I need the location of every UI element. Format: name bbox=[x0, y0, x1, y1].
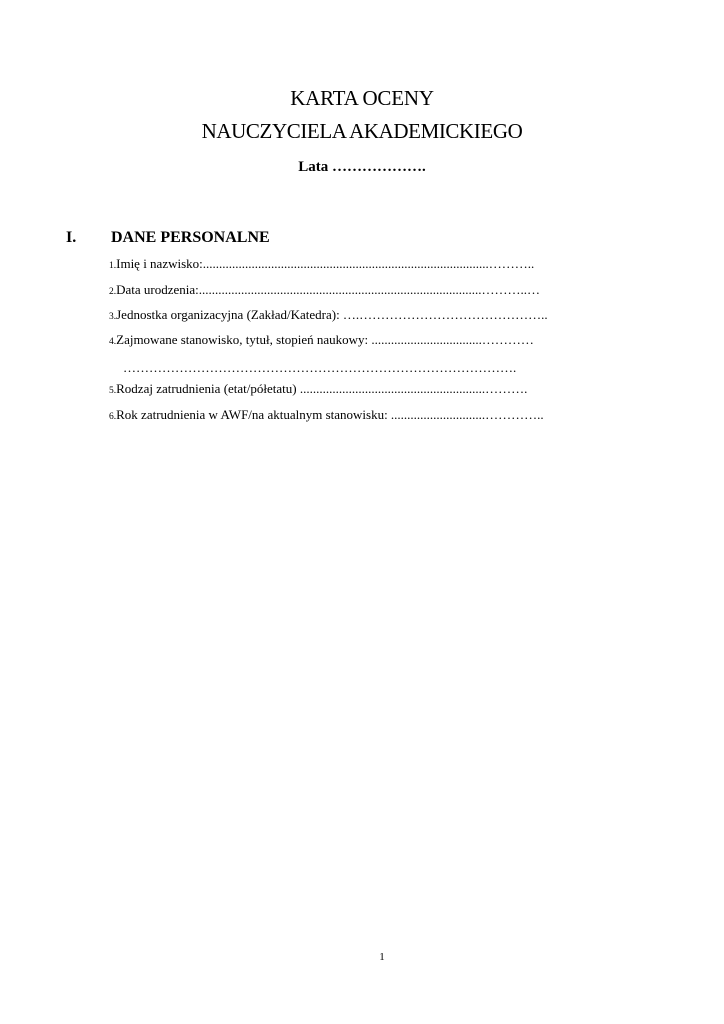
field-employment-year bbox=[109, 407, 544, 423]
field-number: 3. bbox=[109, 312, 117, 322]
field-text: Jednostka organizacyjna (Zakład/Katedra): ….…………………………………….. bbox=[116, 307, 548, 322]
field-text: Data urodzenia:.......................................................................................………..… bbox=[116, 282, 541, 297]
title-line-2: NAUCZYCIELA AKADEMICKIEGO bbox=[201, 119, 523, 143]
field-birth-date bbox=[109, 282, 540, 298]
field-number: 2. bbox=[109, 287, 117, 297]
field-employment-type bbox=[109, 381, 527, 397]
field-number: 5. bbox=[109, 386, 117, 396]
field-number: 6. bbox=[109, 412, 117, 422]
section-number: I. bbox=[66, 229, 77, 246]
field-text: Imię i nazwisko:........................................................................................……….. bbox=[116, 256, 535, 271]
field-number: 4. bbox=[109, 337, 117, 347]
field-text: Rok zatrudnienia w AWF/na aktualnym stanowisku: .............................………….. bbox=[116, 407, 544, 422]
years-subtitle: Lata ………………. bbox=[298, 159, 426, 175]
page-number: 1 bbox=[379, 951, 385, 963]
title-line-1: KARTA OCENY bbox=[290, 86, 434, 110]
field-organizational-unit bbox=[109, 307, 548, 323]
field-text: Zajmowane stanowisko, tytuł, stopień naukowy: ..................................………… bbox=[116, 332, 534, 347]
field-position-continuation: ………………………………………………………………………………. bbox=[123, 360, 517, 375]
field-position-title bbox=[109, 332, 534, 348]
section-title: DANE PERSONALNE bbox=[111, 229, 270, 246]
field-text: Rodzaj zatrudnienia (etat/półetatu) .........................................................………. bbox=[116, 381, 528, 396]
field-name bbox=[109, 256, 534, 272]
field-number: 1. bbox=[109, 261, 117, 271]
